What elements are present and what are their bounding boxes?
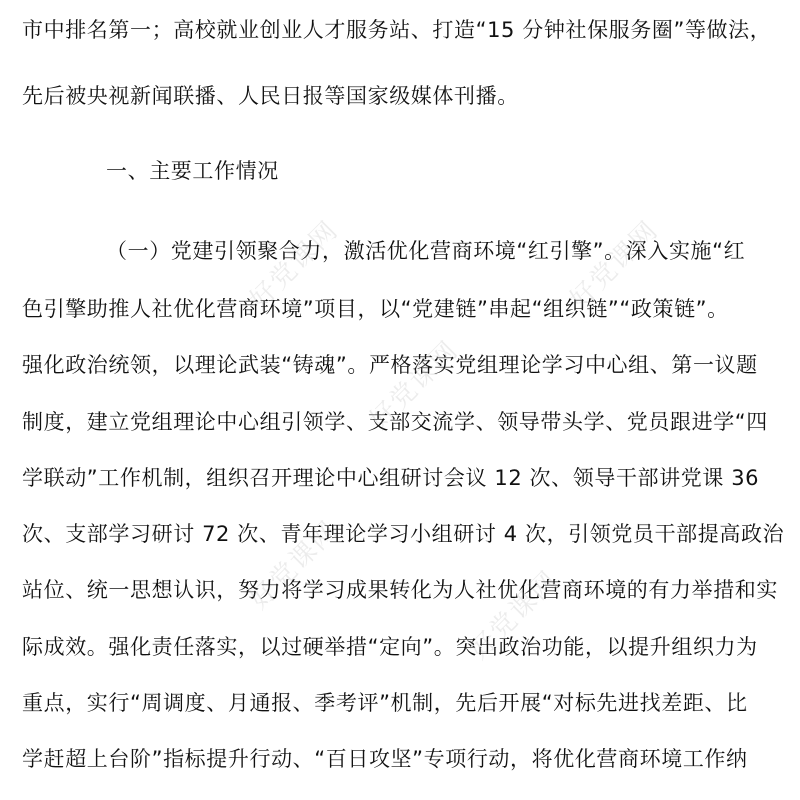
- text-line-6: 制度，建立党组理论中心组引领学、支部交流学、领导带头学、党员跟进学“四: [22, 410, 768, 434]
- text-line-8: 次、支部学习研讨 72 次、青年理论学习小组研讨 4 次，引领党员干部提高政治: [22, 522, 785, 546]
- text-line-10: 际成效。强化责任落实，以过硬举措“定向”。突出政治功能，以提升组织力为: [22, 635, 758, 659]
- watermark-2: 好党课网: [564, 215, 665, 316]
- section-heading: 一、主要工作情况: [106, 159, 279, 183]
- text-line-3: （一）党建引领聚合力，激活优化营商环境“红引擎”。深入实施“红: [106, 239, 746, 263]
- text-line-1: 市中排名第一；高校就业创业人才服务站、打造“15 分钟社保服务圈”等做法，: [22, 18, 772, 42]
- text-line-7: 学联动”工作机制，组织召开理论中心组研讨会议 12 次、领导干部讲党课 36: [22, 466, 760, 490]
- watermark-3: 好党课网: [364, 335, 465, 436]
- watermark-5: 好党课网: [464, 565, 565, 666]
- text-line-11: 重点，实行“周调度、月通报、季考评”机制，先后开展“对标先进找差距、比: [22, 691, 748, 715]
- watermark-1: 好党课网: [244, 215, 345, 316]
- text-line-12: 学赶超上台阶”指标提升行动、“百日攻坚”专项行动，将优化营商环境工作纳: [22, 747, 748, 771]
- text-line-2: 先后被央视新闻联播、人民日报等国家级媒体刊播。: [22, 84, 519, 108]
- text-line-5: 强化政治统领，以理论武装“铸魂”。严格落实党组理论学习中心组、第一议题: [22, 353, 758, 377]
- text-line-4: 色引擎助推人社优化营商环境”项目，以“党建链”串起“组织链”“政策链”。: [22, 297, 729, 321]
- watermark-4: 好党课网: [244, 515, 345, 616]
- text-line-9: 站位、统一思想认识，努力将学习成果转化为人社优化营商环境的有力举措和实: [22, 578, 778, 602]
